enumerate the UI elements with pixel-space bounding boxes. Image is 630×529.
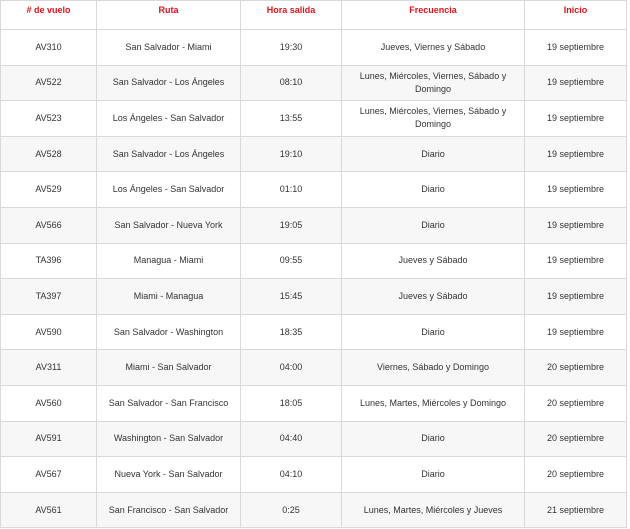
start-date-cell: 19 septiembre <box>525 101 627 137</box>
start-date-cell: 20 septiembre <box>525 421 627 457</box>
start-date-cell: 20 septiembre <box>525 457 627 493</box>
header-flight-number: # de vuelo <box>1 1 97 30</box>
route-cell: Managua - Miami <box>97 243 241 279</box>
route-cell: Miami - San Salvador <box>97 350 241 386</box>
flight-number-cell: AV591 <box>1 421 97 457</box>
route-cell: San Salvador - Washington <box>97 314 241 350</box>
route-cell: Miami - Managua <box>97 279 241 315</box>
frequency-cell: Diario <box>342 457 525 493</box>
start-date-cell: 19 septiembre <box>525 314 627 350</box>
frequency-cell: Diario <box>342 207 525 243</box>
flight-number-cell: AV522 <box>1 65 97 101</box>
frequency-cell: Diario <box>342 172 525 208</box>
table-row <box>1 101 627 137</box>
start-date-cell: 19 septiembre <box>525 65 627 101</box>
table-row <box>1 385 627 421</box>
frequency-cell: Lunes, Martes, Miércoles y Jueves <box>342 492 525 528</box>
departure-time-cell: 19:30 <box>241 30 342 66</box>
table-row <box>1 243 627 279</box>
frequency-cell: Lunes, Miércoles, Viernes, Sábado y Domingo <box>342 65 525 101</box>
table-row <box>1 421 627 457</box>
departure-time-cell: 08:10 <box>241 65 342 101</box>
table-body <box>1 30 627 528</box>
flight-number-cell: AV311 <box>1 350 97 386</box>
departure-time-cell: 19:05 <box>241 207 342 243</box>
header-frequency: Frecuencia <box>342 1 525 30</box>
route-cell: Nueva York - San Salvador <box>97 457 241 493</box>
frequency-cell: Lunes, Martes, Miércoles y Domingo <box>342 385 525 421</box>
table-row <box>1 207 627 243</box>
header-start-date: Inicio <box>525 1 627 30</box>
start-date-cell: 19 septiembre <box>525 172 627 208</box>
route-cell: San Salvador - Los Ángeles <box>97 65 241 101</box>
flight-number-cell: AV523 <box>1 101 97 137</box>
flight-number-cell: AV528 <box>1 136 97 172</box>
route-cell: San Salvador - Nueva York <box>97 207 241 243</box>
start-date-cell: 20 septiembre <box>525 385 627 421</box>
start-date-cell: 20 septiembre <box>525 350 627 386</box>
start-date-cell: 19 septiembre <box>525 136 627 172</box>
header-route: Ruta <box>97 1 241 30</box>
table-row <box>1 136 627 172</box>
route-cell: San Francisco - San Salvador <box>97 492 241 528</box>
table-row <box>1 314 627 350</box>
table-header-row <box>1 1 627 30</box>
frequency-cell: Diario <box>342 421 525 457</box>
flight-number-cell: TA396 <box>1 243 97 279</box>
departure-time-cell: 04:40 <box>241 421 342 457</box>
header-departure-time: Hora salida <box>241 1 342 30</box>
departure-time-cell: 18:05 <box>241 385 342 421</box>
flight-number-cell: AV561 <box>1 492 97 528</box>
frequency-cell: Jueves, Viernes y Sábado <box>342 30 525 66</box>
route-cell: San Salvador - San Francisco <box>97 385 241 421</box>
departure-time-cell: 04:00 <box>241 350 342 386</box>
frequency-cell: Lunes, Miércoles, Viernes, Sábado y Domingo <box>342 101 525 137</box>
start-date-cell: 19 septiembre <box>525 243 627 279</box>
departure-time-cell: 04:10 <box>241 457 342 493</box>
departure-time-cell: 01:10 <box>241 172 342 208</box>
flight-number-cell: AV566 <box>1 207 97 243</box>
departure-time-cell: 19:10 <box>241 136 342 172</box>
frequency-cell: Jueves y Sábado <box>342 243 525 279</box>
table-row <box>1 65 627 101</box>
departure-time-cell: 09:55 <box>241 243 342 279</box>
frequency-cell: Diario <box>342 136 525 172</box>
table-row <box>1 350 627 386</box>
flight-number-cell: AV560 <box>1 385 97 421</box>
table-row <box>1 172 627 208</box>
route-cell: Los Ángeles - San Salvador <box>97 101 241 137</box>
flight-number-cell: AV567 <box>1 457 97 493</box>
flight-number-cell: AV310 <box>1 30 97 66</box>
table-row <box>1 492 627 528</box>
frequency-cell: Viernes, Sábado y Domingo <box>342 350 525 386</box>
departure-time-cell: 18:35 <box>241 314 342 350</box>
route-cell: San Salvador - Los Ángeles <box>97 136 241 172</box>
departure-time-cell: 13:55 <box>241 101 342 137</box>
start-date-cell: 21 septiembre <box>525 492 627 528</box>
flight-number-cell: AV590 <box>1 314 97 350</box>
flight-number-cell: TA397 <box>1 279 97 315</box>
departure-time-cell: 15:45 <box>241 279 342 315</box>
start-date-cell: 19 septiembre <box>525 30 627 66</box>
route-cell: Los Ángeles - San Salvador <box>97 172 241 208</box>
departure-time-cell: 0:25 <box>241 492 342 528</box>
table-row <box>1 30 627 66</box>
table-row <box>1 279 627 315</box>
frequency-cell: Diario <box>342 314 525 350</box>
table-row <box>1 457 627 493</box>
route-cell: Washington - San Salvador <box>97 421 241 457</box>
route-cell: San Salvador - Miami <box>97 30 241 66</box>
frequency-cell: Jueves y Sábado <box>342 279 525 315</box>
flight-number-cell: AV529 <box>1 172 97 208</box>
start-date-cell: 19 septiembre <box>525 207 627 243</box>
start-date-cell: 19 septiembre <box>525 279 627 315</box>
